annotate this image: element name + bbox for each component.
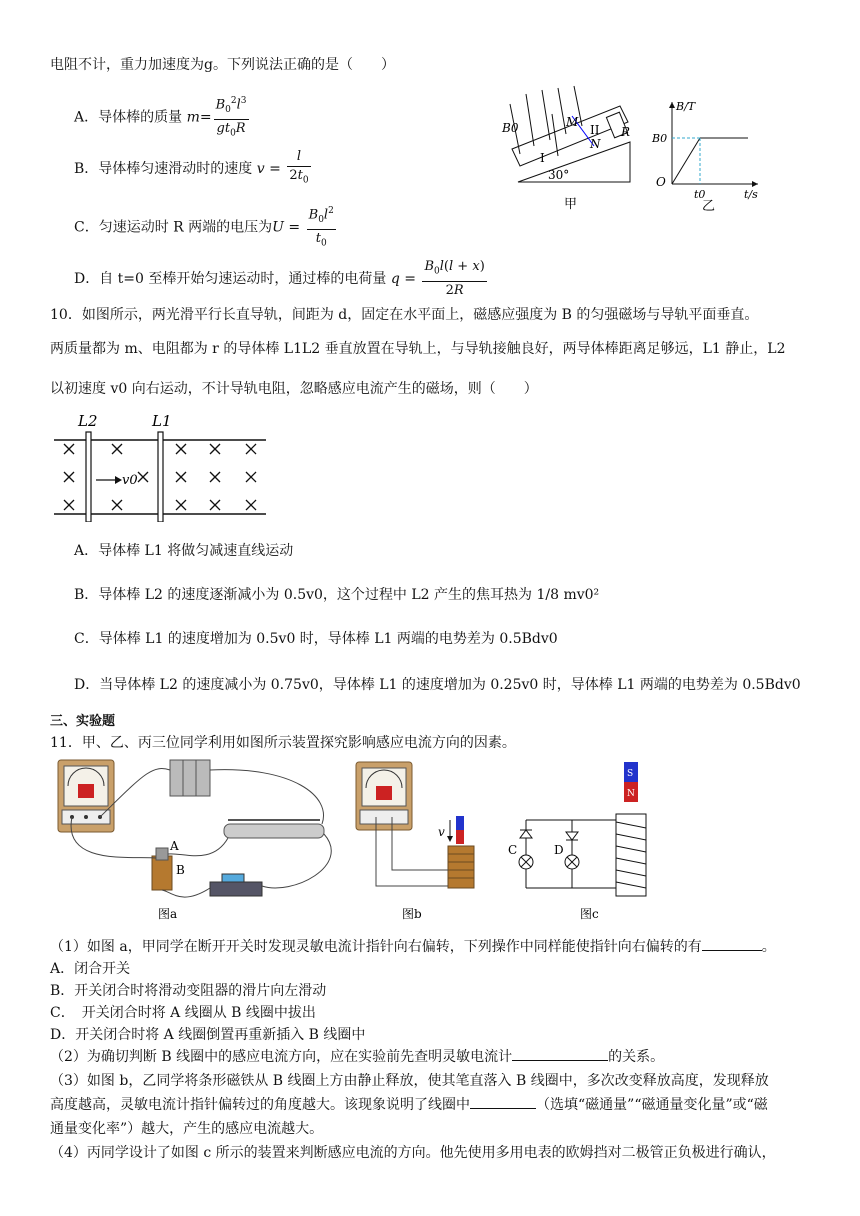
q9-fig-ii: II: [590, 123, 600, 137]
q9-figure-jia: [490, 84, 640, 214]
q10-fig-l1: L1: [152, 412, 172, 430]
q9-fig-bt: B/T: [676, 100, 696, 113]
q10-option-c: C．导体棒 L1 的速度增加为 0.5v0 时，导体棒 L1 两端的电势差为 0.5Bdv0: [74, 631, 558, 647]
q10-option-a: A．导体棒 L1 将做匀减速直线运动: [74, 543, 294, 559]
q9-fig-b0-axis: B0: [652, 132, 668, 145]
q11-fig-c-n: N: [627, 789, 635, 799]
q9-fig-jia-label: 甲: [564, 197, 578, 212]
q9-fig-n: N: [590, 137, 601, 151]
q11-fig-c-caption: 图c: [580, 907, 599, 921]
q9-option-b-label: B．导体棒匀速滑动时的速度: [74, 160, 253, 177]
q10-fig-l2: L2: [78, 412, 98, 430]
q9-option-a-label: A．导体棒的质量: [74, 109, 183, 126]
q11-part1-end: 。: [761, 939, 776, 955]
q11-part4: （4）丙同学设计了如图 c 所示的装置来判断感应电流的方向。他先使用多用电表的欧姆挡对二极管正负极进行确认，: [50, 1145, 776, 1161]
q11-fig-a-caption: 图a: [158, 907, 178, 921]
q11-figure-b: [352, 756, 482, 926]
q11-part3-text: 高度越高，灵敏电流计指针偏转过的角度越大。该现象说明了线圈中: [50, 1097, 470, 1113]
q11-part3-line2: [50, 1094, 768, 1114]
q11-part3-options: （选填“磁通量”“磁通量变化量”或“磁: [536, 1097, 768, 1113]
q9-option-c-mid: R 两端的电压为: [173, 219, 273, 236]
q9-option-b: B．导体棒匀速滑动时的速度 v = $\frac{l}{2t_0}$: [74, 149, 309, 186]
q10-figure: [52, 410, 272, 522]
q11-choice-c: C． 开关闭合时将 A 线圈从 B 线圈中拔出: [50, 1005, 316, 1021]
q11-part2-blank[interactable]: [512, 1060, 608, 1061]
q11-part2-end: 的关系。: [608, 1049, 665, 1065]
q11-stem: 11．甲、乙、丙三位同学利用如图所示装置探究影响感应电流方向的因素。: [50, 735, 516, 751]
q11-fig-c-label-c: C: [508, 843, 518, 857]
q11-fig-c-label-d: D: [554, 843, 564, 857]
q11-choice-a: A．闭合开关: [50, 961, 131, 977]
q10-line2: 两质量都为 m、电阻都为 r 的导体棒 L1L2 垂直放置在导轨上，与导轨接触良好，两导体棒距离足够远，L1 静止，L2: [50, 341, 786, 357]
q11-part3-line3: 通量变化率”）越大，产生的感应电流越大。: [50, 1121, 324, 1137]
q11-fig-a-label-a: A: [170, 839, 179, 853]
q9-option-c-label: C．匀速运动时: [74, 219, 169, 236]
q11-part2: [50, 1046, 664, 1066]
q9-option-a: A．导体棒的质量 m= $\frac{B_0^2l^3}{gt_0R}$: [74, 92, 251, 143]
q11-choice-d: D．开关闭合时将 A 线圈倒置再重新插入 B 线圈中: [50, 1027, 366, 1043]
q11-part2-text: （2）为确切判断 B 线圈中的感应电流方向，应在实验前先查明灵敏电流计: [50, 1049, 513, 1065]
q9-fig-o: O: [656, 175, 666, 189]
q9-option-d-label: D．自 t=0 至棒开始匀速运动时，通过棒的电荷量: [74, 270, 387, 287]
section-heading: 三、实验题: [50, 714, 116, 729]
q9-fig-m: M: [566, 115, 579, 129]
q10-option-d: D．当导体棒 L2 的速度减小为 0.75v0，导体棒 L1 的速度增加为 0.25v0 时，导体棒 L1 两端的电势差为 0.5Bdv0: [74, 677, 801, 693]
q11-fig-b-caption: 图b: [402, 907, 422, 921]
q10-line1: 10．如图所示，两光滑平行长直导轨，间距为 d，固定在水平面上，磁感应强度为 B 的匀强磁场与导轨平面垂直。: [50, 307, 759, 323]
q11-figure-a: [52, 756, 348, 926]
q10-option-b: B．导体棒 L2 的速度逐渐减小为 0.5v0，这个过程中 L2 产生的焦耳热为 1/8 mv0²: [74, 587, 600, 603]
q9-option-d: D．自 t=0 至棒开始匀速运动时，通过棒的电荷量 q = $\frac{B_0l(l + x)}{2R}$: [74, 259, 485, 298]
q9-fig-angle: 30°: [548, 168, 570, 182]
q9-intro: 电阻不计，重力加速度为g。下列说法正确的是（ ）: [50, 57, 395, 73]
q11-choice-b: B．开关闭合时将滑动变阻器的滑片向左滑动: [50, 983, 327, 999]
q9-fig-ts: t/s: [744, 188, 758, 201]
q11-part3-line1: （3）如图 b，乙同学将条形磁铁从 B 线圈上方由静止释放，使其笔直落入 B 线圈中，多次改变释放高度，发现释放: [50, 1073, 769, 1089]
q10-line3: 以初速度 v0 向右运动，不计导轨电阻，忽略感应电流产生的磁场，则（ ）: [50, 381, 538, 397]
q11-fig-b-v: v: [438, 825, 445, 839]
q11-part1: [50, 936, 776, 956]
q9-fig-yi-label: 乙: [702, 199, 716, 214]
q11-part1-blank[interactable]: [702, 950, 762, 951]
q10-fig-v0: v0: [122, 473, 138, 488]
q11-part1-text: （1）如图 a，甲同学在断开开关时发现灵敏电流计指针向右偏转，下列操作中同样能使指针向右偏转的有: [50, 939, 702, 955]
q9-fig-b0: B0: [502, 121, 519, 135]
q9-figure-yi: [648, 96, 768, 214]
q11-figure-c: [504, 756, 664, 926]
q11-part3-blank[interactable]: [470, 1108, 536, 1109]
q9-fig-t0: t0: [694, 188, 706, 201]
q9-fig-r: R: [621, 125, 631, 139]
q9-option-c: C．匀速运动时 R 两端的电压为U = $\frac{B_0l^2}{t_0}$: [74, 202, 338, 253]
q11-fig-c-s: S: [627, 769, 634, 779]
q9-fig-i: I: [540, 151, 545, 165]
q11-fig-a-label-b: B: [176, 863, 185, 877]
